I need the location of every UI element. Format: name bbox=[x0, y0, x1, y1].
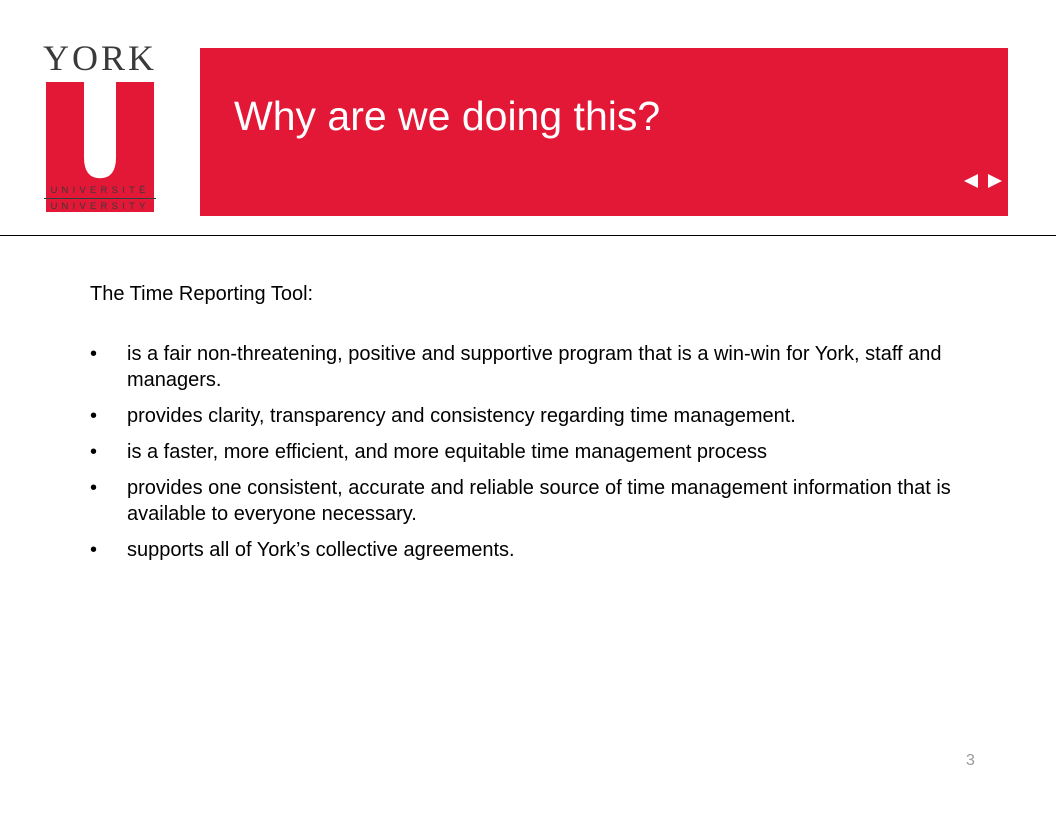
bullet-list bbox=[90, 341, 970, 563]
triangle-left-icon bbox=[963, 173, 979, 189]
logo-universite-text: UNIVERSITÉ bbox=[50, 185, 150, 196]
bullet-marker: • bbox=[90, 343, 98, 365]
list-item bbox=[90, 439, 970, 465]
bullet-marker: • bbox=[90, 441, 98, 463]
logo-divider bbox=[44, 198, 156, 199]
list-item bbox=[90, 537, 970, 563]
next-slide-button[interactable] bbox=[986, 172, 1004, 190]
intro-text: The Time Reporting Tool: bbox=[90, 283, 314, 305]
slide-body bbox=[90, 282, 970, 573]
triangle-right-icon bbox=[987, 173, 1003, 189]
bullet-text: supports all of York’s collective agreements. bbox=[127, 539, 515, 561]
bullet-text: is a faster, more efficient, and more equitable time management process bbox=[127, 441, 767, 463]
logo-university-text: UNIVERSITY bbox=[50, 201, 150, 212]
logo-wordmark: YORK bbox=[42, 38, 157, 78]
page-number: 3 bbox=[966, 752, 975, 769]
bullet-text: provides clarity, transparency and consistency regarding time management. bbox=[127, 405, 796, 427]
bullet-text: is a fair non-threatening, positive and supportive program that is a win-win for York, staff and managers. bbox=[127, 343, 942, 391]
slide-navigation bbox=[962, 172, 1004, 190]
list-item bbox=[90, 475, 970, 527]
bullet-marker: • bbox=[90, 477, 98, 499]
bullet-text: provides one consistent, accurate and reliable source of time management information that is available to everyone necessary. bbox=[127, 477, 951, 525]
title-banner bbox=[200, 48, 1008, 216]
list-item bbox=[90, 403, 970, 429]
york-university-logo bbox=[38, 40, 162, 220]
previous-slide-button[interactable] bbox=[962, 172, 980, 190]
bullet-marker: • bbox=[90, 405, 98, 427]
slide-title: Why are we doing this? bbox=[234, 93, 661, 139]
bullet-marker: • bbox=[90, 539, 98, 561]
list-item bbox=[90, 341, 970, 393]
header-divider bbox=[0, 235, 1056, 236]
